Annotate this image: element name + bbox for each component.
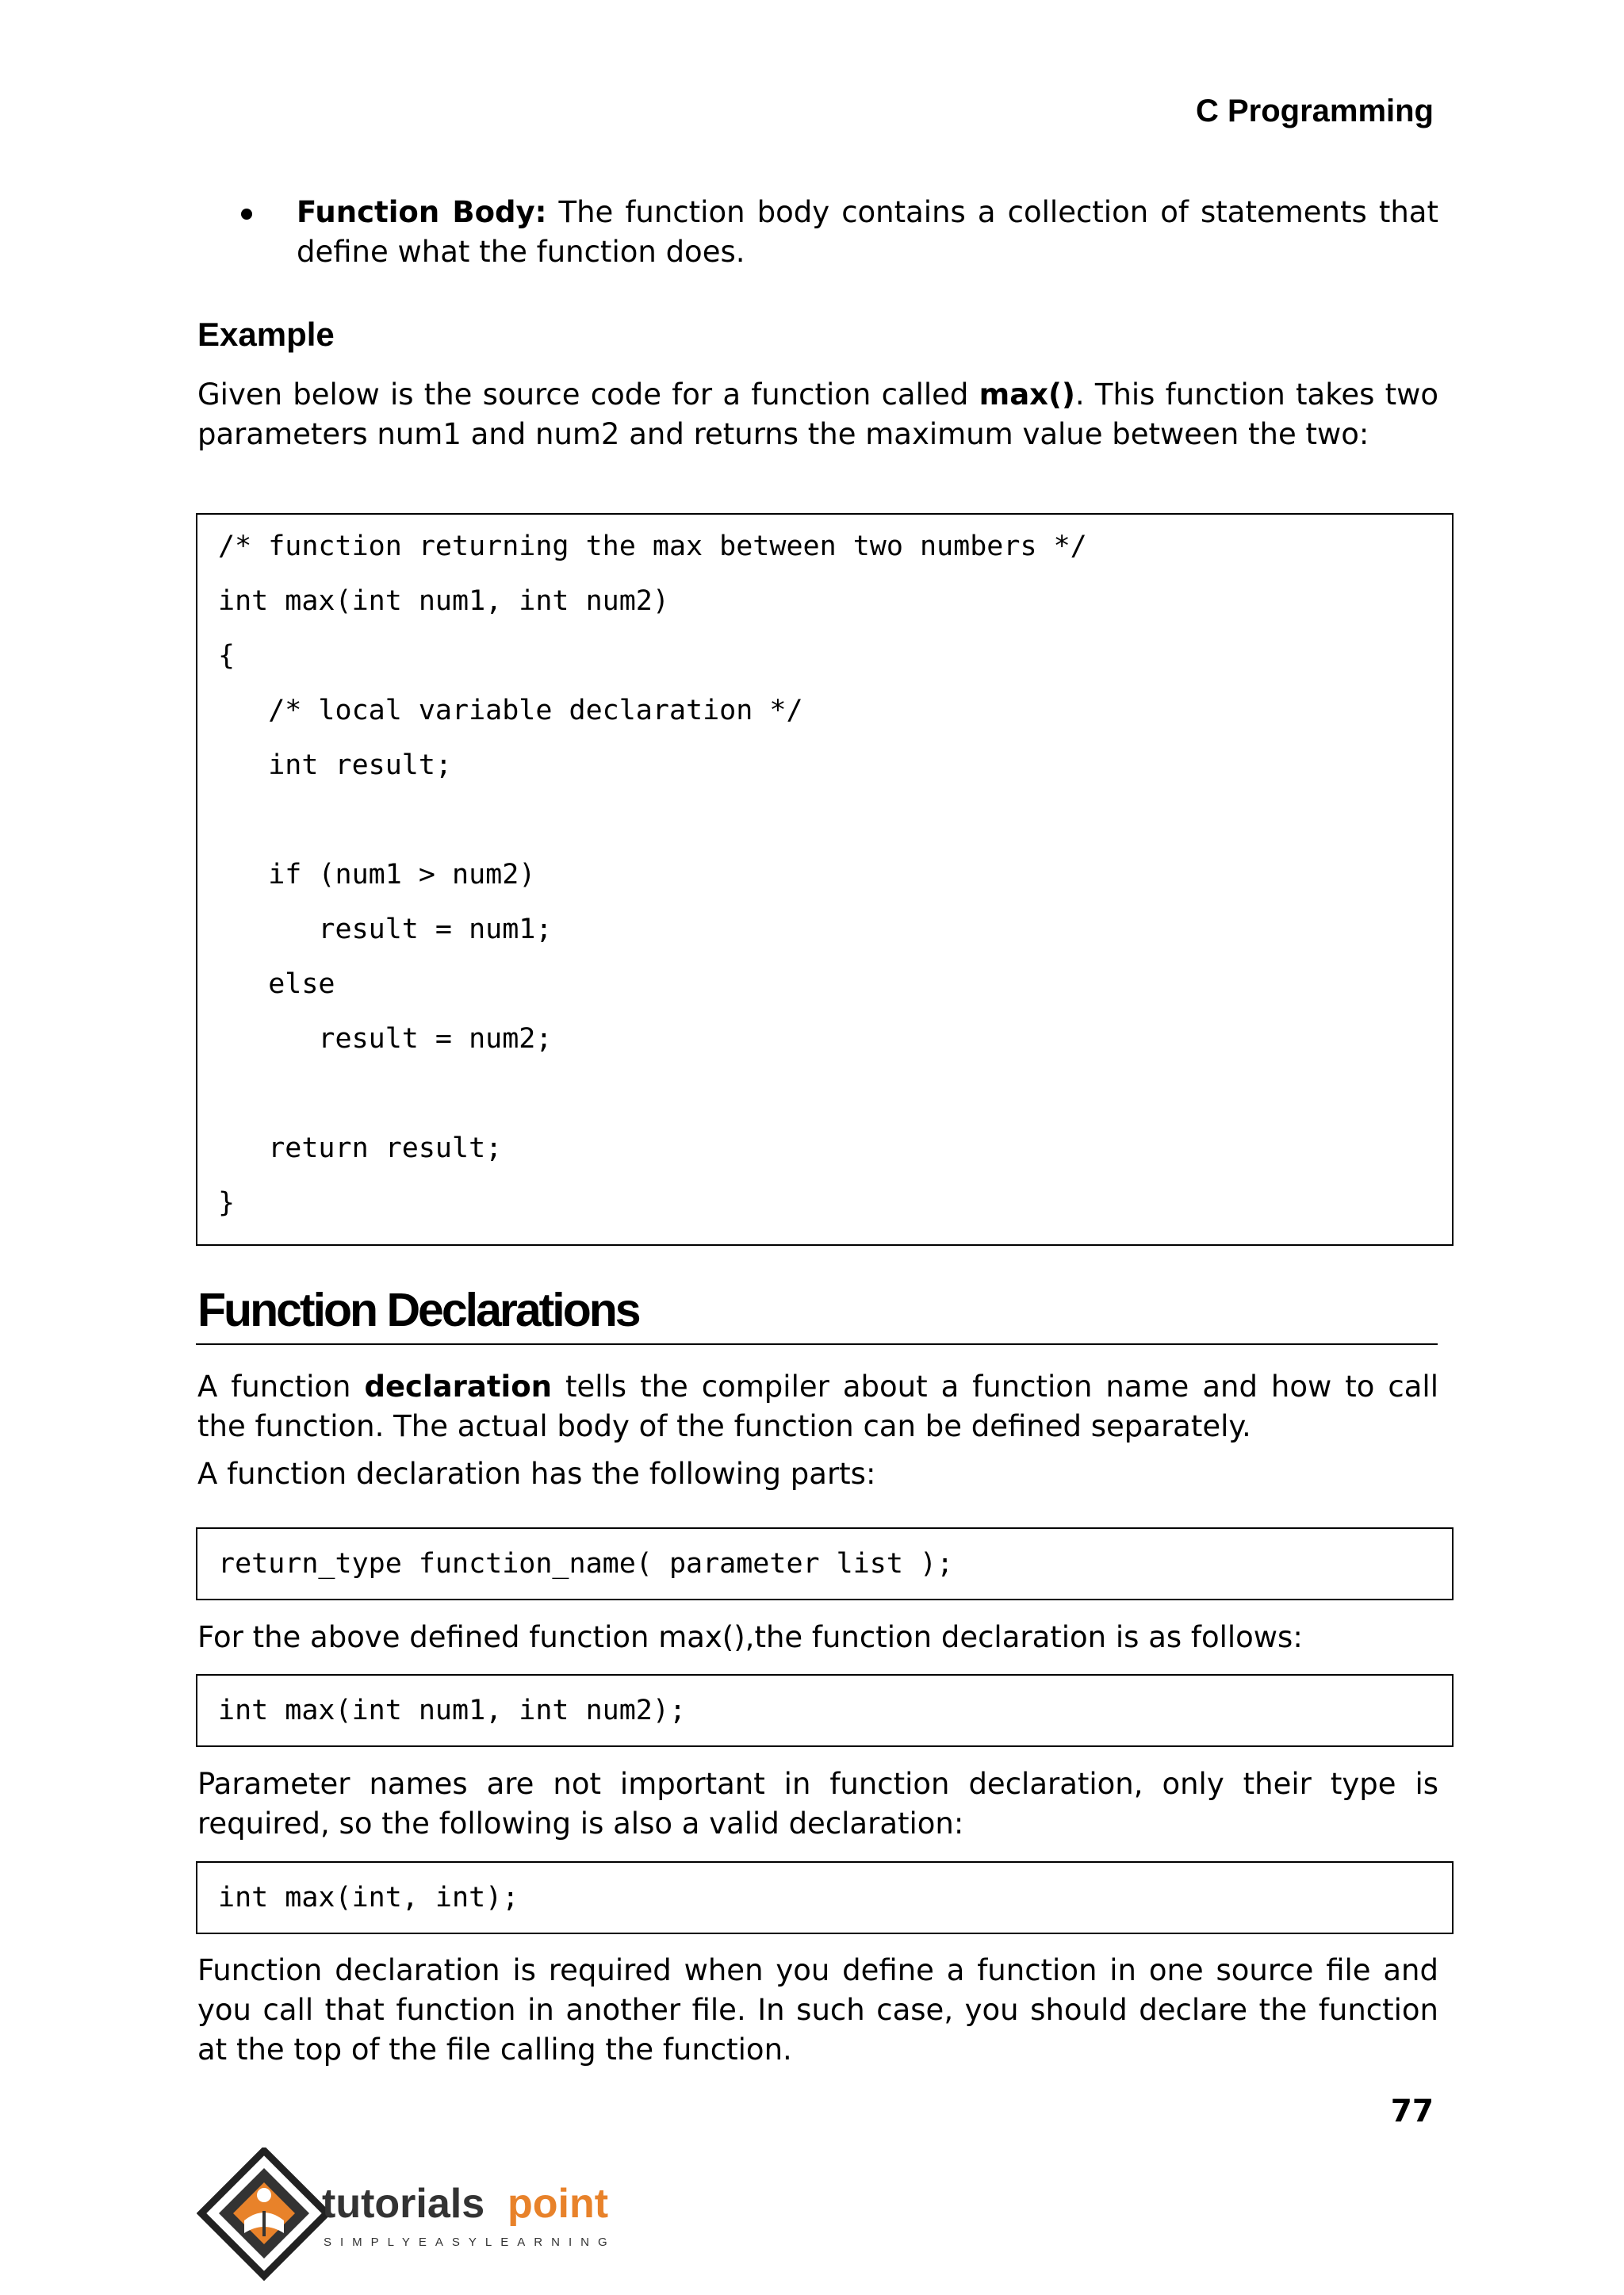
declarations-paragraph-4 — [197, 1764, 1438, 1844]
code-line: int result; — [218, 749, 453, 781]
declarations-paragraph-3 — [197, 1618, 1438, 1657]
logo-word-point: point — [508, 2181, 609, 2227]
code-block-declaration-syntax — [196, 1527, 1454, 1600]
code-line: int max(int num1, int num2); — [218, 1695, 687, 1726]
code-line: /* function returning the max between two numbers */ — [218, 531, 1087, 562]
paragraph-text: Function declaration is required when you define a function in one source file and you call that function in another file. In such case, you should declare the function at the top of the file calling the function. — [197, 1953, 1438, 2067]
code-block-max-function — [196, 513, 1454, 1246]
section-divider — [196, 1343, 1438, 1345]
bullet-dot-icon — [241, 209, 252, 220]
code-line: result = num2; — [218, 1023, 553, 1055]
code-line: int max(int, int); — [218, 1882, 519, 1914]
example-function-name: max() — [979, 377, 1075, 412]
page-number: 77 — [1390, 2094, 1434, 2129]
code-block-max-declaration — [196, 1674, 1454, 1747]
bullet-term: Function Body: — [297, 195, 547, 229]
code-line: return_type function_name( parameter list ); — [218, 1548, 954, 1580]
declaration-term: declaration — [364, 1370, 552, 1404]
tutorialspoint-logo — [197, 2147, 641, 2282]
code-line: result = num1; — [218, 914, 553, 945]
code-line: else — [218, 968, 335, 1000]
code-line: { — [218, 640, 236, 672]
logo-emblem-icon — [201, 2151, 327, 2276]
section-title: Function Declarations — [197, 1284, 639, 1336]
example-intro-text-end: . This function takes two parameters num1 and num2 and returns the maximum value between the two: — [197, 377, 1439, 451]
paragraph-text: tells the compiler about a function name and how to call the function. The actual body of the function can be defined separately. — [197, 1370, 1438, 1443]
running-header: C Programming — [1195, 94, 1434, 128]
paragraph-text: A function — [197, 1370, 365, 1404]
code-line: } — [218, 1187, 236, 1219]
declarations-paragraph-5 — [197, 1951, 1438, 2070]
paragraph-text: A function declaration has the following parts: — [197, 1457, 876, 1491]
declarations-paragraph-1 — [197, 1367, 1438, 1446]
paragraph-text: For the above defined function max(),the function declaration is as follows: — [197, 1620, 1303, 1654]
code-line: /* local variable declaration */ — [218, 695, 803, 726]
code-line: if (num1 > num2) — [218, 859, 536, 891]
logo-word-tutorials: tutorials — [322, 2181, 485, 2227]
code-line: int max(int num1, int num2) — [218, 585, 669, 617]
example-intro — [197, 375, 1438, 454]
declarations-paragraph-2 — [197, 1454, 1438, 1494]
paragraph-text: Parameter names are not important in function declaration, only their type is required, so the following is also a valid declaration: — [197, 1767, 1438, 1841]
example-heading: Example — [197, 316, 335, 353]
bullet-description: The function body contains a collection of statements that define what the function does. — [297, 195, 1438, 269]
code-block-unnamed-params — [196, 1861, 1454, 1934]
bullet-text — [297, 193, 1438, 272]
code-line: return result; — [218, 1132, 503, 1164]
bullet-item-function-body — [244, 193, 1438, 272]
logo-tagline: SIMPLYEASYLEARNING — [324, 2236, 616, 2249]
example-intro-text: Given below is the source code for a function called — [197, 377, 979, 412]
